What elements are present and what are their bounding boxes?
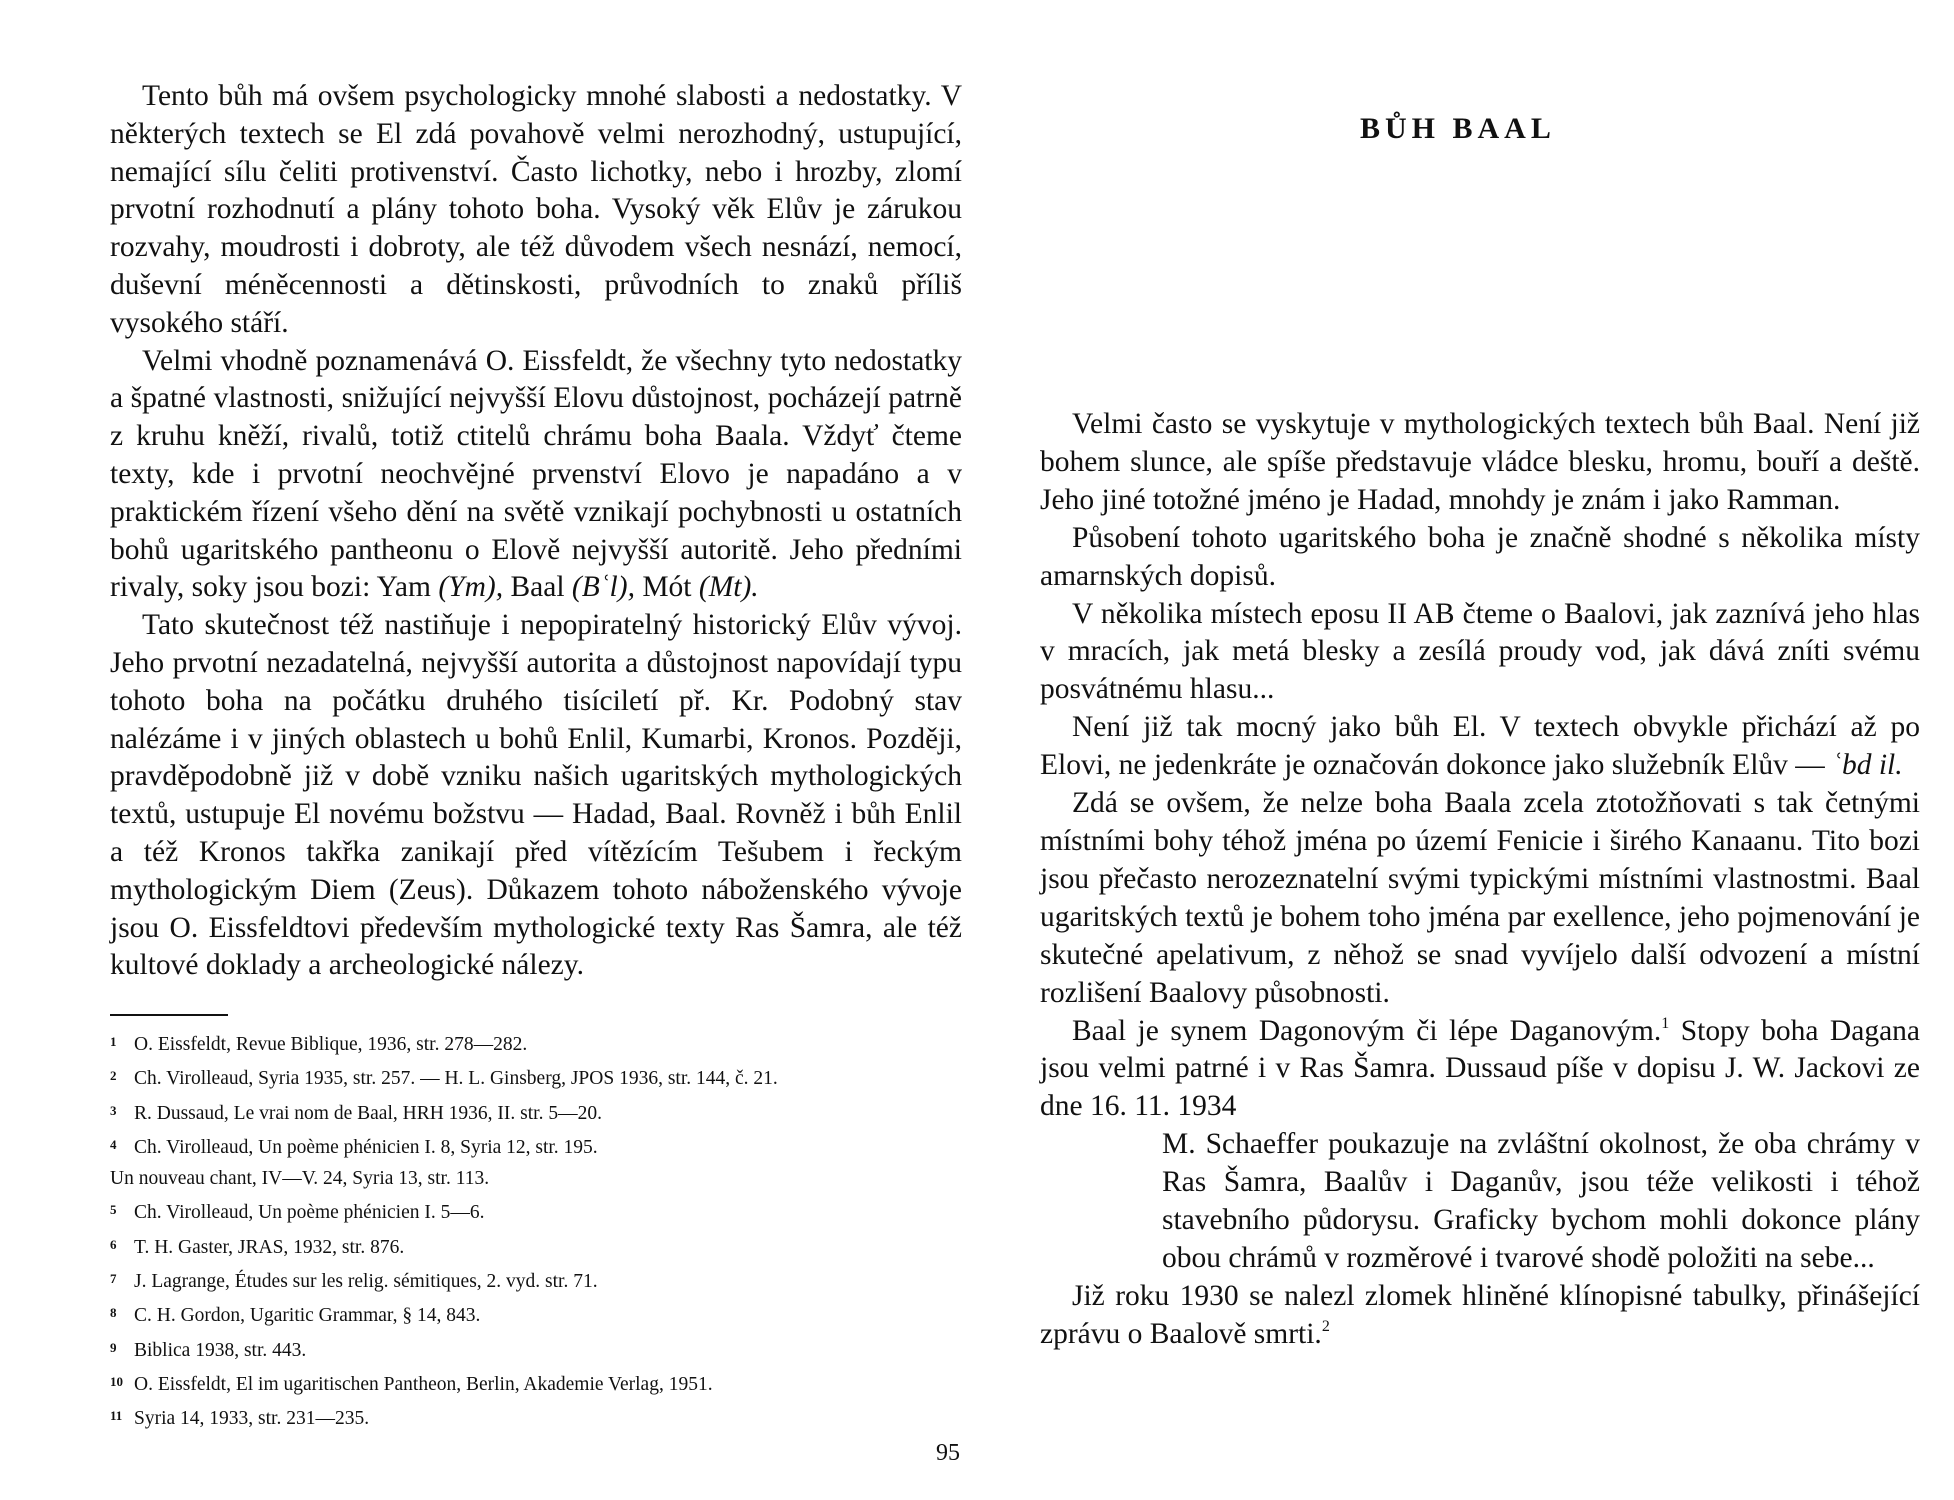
bl-italic: (Bʿl), [571, 571, 635, 604]
mot-word: Mót [642, 571, 692, 604]
footnote: 8 C. H. Gordon, Ugaritic Grammar, § 14, 843. [110, 1305, 481, 1327]
left-page [110, 0, 962, 1500]
footnote-ref: 1 [1661, 1014, 1670, 1032]
footnote: 9 Biblica 1938, str. 443. [110, 1339, 307, 1361]
right-page-body [1040, 406, 1920, 1354]
footnote: 2 Ch. Virolleaud, Syria 1935, str. 257. — H. L. Ginsberg, JPOS 1936, str. 144, č. 21. [110, 1068, 778, 1090]
paragraph: Působení tohoto ugaritského boha je značně shodné s několika místy amarnských dopisů. [1040, 521, 1920, 592]
footnotes [110, 1026, 962, 1435]
chapter-heading: BŮH BAAL [1360, 112, 1556, 145]
paragraph-text: Baal je synem Dagonovým či lépe Daganovým. [1072, 1014, 1662, 1047]
baal-word: Baal [510, 571, 565, 604]
footnote: 10 O. Eissfeldt, El im ugaritischen Pantheon, Berlin, Akademie Verlag, 1951. [110, 1373, 713, 1395]
footnote: 3 R. Dussaud, Le vrai nom de Baal, HRH 1936, II. str. 5—20. [110, 1102, 602, 1124]
paragraph [1040, 1013, 1920, 1127]
footnote-continuation: Un nouveau chant, IV—V. 24, Syria 13, str. 113. [110, 1168, 490, 1190]
left-page-body [110, 78, 962, 985]
paragraph: Velmi často se vyskytuje v mythologických textech bůh Baal. Není již bohem slunce, ale spíše představuje vládce blesku, hromu, bouří a deště. Jeho jiné totožné jméno je Hadad, mnohdy je znám i jako Ramman. [1040, 408, 1920, 516]
block-quote: M. Schaeffer poukazuje na zvláštní okolnost, že oba chrámy v Ras Šamra, Baalův i Daganův, jsou téže velikosti i téhož stavebního půdorysu. Graficky bychom mohli dokonce plány obou chrámů v rozměrové i tvarové shodě položiti na sebe... [1162, 1128, 1920, 1274]
footnote: 11 Syria 14, 1933, str. 231—235. [110, 1408, 370, 1430]
bd-il-italic: ʿbd il. [1832, 749, 1903, 782]
paragraph: Zdá se ovšem, že nelze boha Baala zcela ztotožňovati s tak četnými místními bohy téhož jména po území Fenicie i širého Kanaanu. Tito bozi jsou přečasto nerozeznatelní svými typickými místními vlastnostmi. Baal ugaritských textů je bohem toho jména par exellence, jeho pojmenování je skutečné apelativum, z něhož se snad vyvíjelo další odvození a místní rozlišení Baalovy působnosti. [1040, 787, 1920, 1009]
paragraph-text: Velmi vhodně poznamenává O. Eissfeldt, že všechny tyto nedostatky a špatné vlastnosti, snižující nejvyšší Elovu důstojnost, pocházejí patrně z kruhu kněží, rivalů, totiž ctitelů chrámu boha Baala. Vždyť čteme texty, kde i prvotní neochvějné prvenství Elovo je napadáno a v praktickém řízení všeho dění na světě vznikají pochybnosti u ostatních bohů ugaritského pantheonu o Elově nejvyšší autoritě. Jeho předními rivaly, soky jsou bozi: Yam [110, 344, 962, 604]
ym-italic: (Ym), [438, 571, 504, 604]
footnote: 6 T. H. Gaster, JRAS, 1932, str. 876. [110, 1236, 405, 1258]
footnote: 5 Ch. Virolleaud, Un poème phénicien I. 5—6. [110, 1202, 485, 1224]
footnote: 1 O. Eissfeldt, Revue Biblique, 1936, str. 278—282. [110, 1034, 528, 1055]
paragraph-text: Již roku 1930 se nalezl zlomek hliněné klínopisné tabulky, přinášející zprávu o Baalově smrti. [1040, 1279, 1920, 1350]
footnote-ref: 2 [1321, 1317, 1330, 1335]
paragraph [110, 343, 962, 608]
paragraph: Tato skutečnost též nastiňuje i nepopiratelný historický Elův vývoj. Jeho prvotní nezadatelná, nejvyšší autorita a důstojnost napovídají typu tohoto boha na počátku druhého tisíciletí př. Kr. Podobný stav nalézáme i v jiných oblastech u bohů Enlil, Kumarbi, Kronos. Později, pravděpodobně již v době vzniku našich ugaritských mythologických textů, ustupuje El novému božstvu — Hadad, Baal. Rovněž i bůh Enlil a též Kronos takřka zanikají před vítězícím Tešubem i řeckým mythologickým Diem (Zeus). Důkazem tohoto náboženského vývoje jsou O. Eissfeldtovi především mythologické texty Ras Šamra, ale též kultové doklady a archeologické nálezy. [110, 609, 962, 982]
right-page [1040, 0, 1920, 1500]
paragraph-text: Stopy boha Dagana jsou velmi patrné i v Ras Šamra. Dussaud píše v dopisu J. W. Jackovi ze dne 16. 11. 1934 [1040, 1014, 1921, 1123]
paragraph [1040, 709, 1920, 785]
paragraph: V několika místech eposu II AB čteme o Baalovi, jak zaznívá jeho hlas v mracích, jak metá blesky a zesílá proudy vod, jak dává zníti svému posvátnému hlasu... [1040, 597, 1920, 706]
paragraph: Tento bůh má ovšem psychologicky mnohé slabosti a nedostatky. V některých textech se El zdá povahově velmi nerozhodný, ustupující, nemající sílu čeliti protivenství. Často lichotky, nebo i hrozby, zlomí prvotní rozhodnutí a plány tohoto boha. Vysoký věk Elův je zárukou rozvahy, moudrosti i dobroty, ale též důvodem všech nesnází, nemocí, duševní méněcennosti a dětinskosti, průvodních to znaků příliš vysokého stáří. [110, 80, 962, 339]
footnote: 7 J. Lagrange, Études sur les relig. sémitiques, 2. vyd. str. 71. [110, 1271, 598, 1293]
paragraph [1040, 1278, 1920, 1354]
footnote-divider [110, 1014, 228, 1016]
mt-italic: (Mt). [698, 571, 759, 604]
page-number: 95 [936, 1440, 960, 1466]
footnote: 4 Ch. Virolleaud, Un poème phénicien I. 8, Syria 12, str. 195. [110, 1136, 598, 1158]
paragraph-text: Není již tak mocný jako bůh El. V textech obvykle přichází až po Elovi, ne jedenkráte je označován dokonce jako služebník Elův — [1040, 711, 1920, 782]
